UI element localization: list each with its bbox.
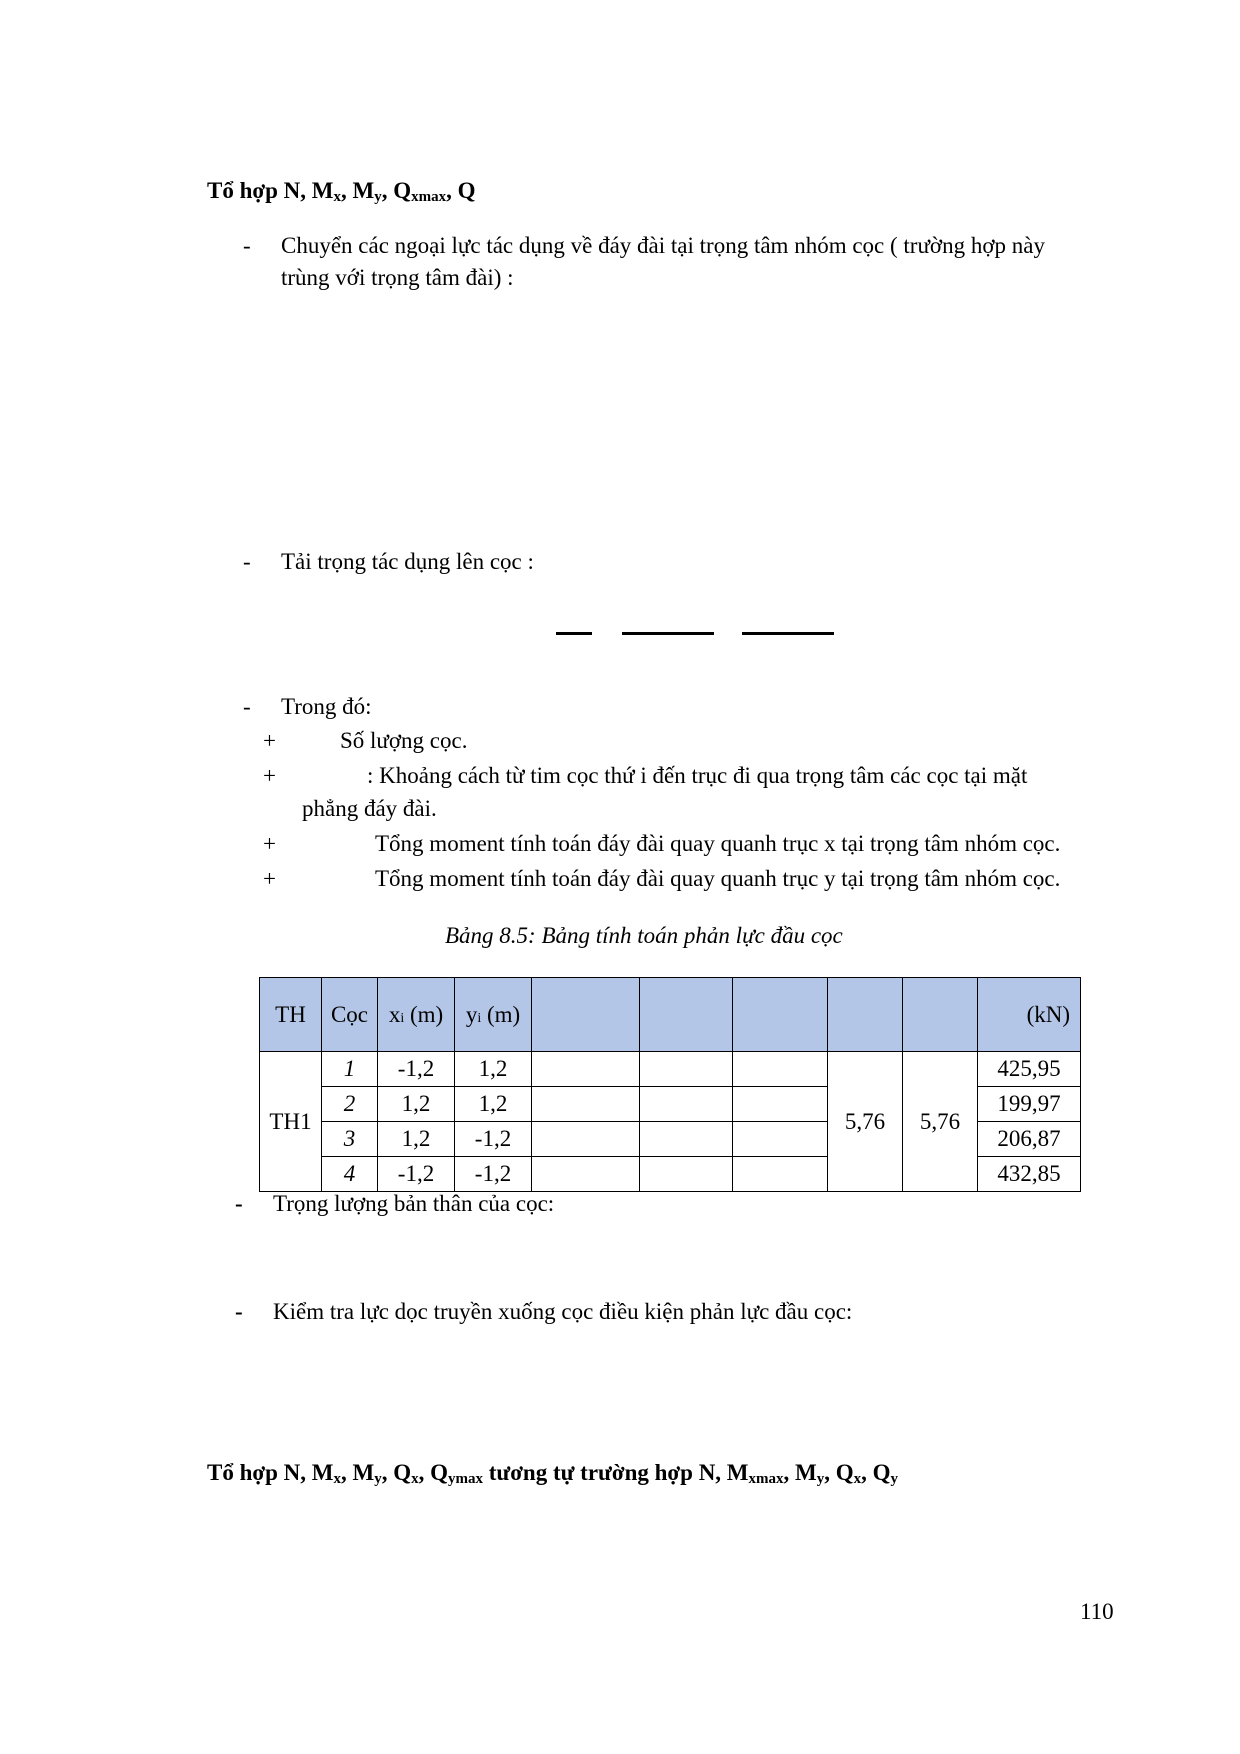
page-number: 110 bbox=[1080, 1599, 1114, 1624]
heading-text: , Q bbox=[861, 1460, 891, 1485]
cell-blank bbox=[532, 1087, 640, 1122]
bullet-marker: - bbox=[243, 694, 251, 719]
table-row bbox=[260, 1052, 1081, 1087]
header-xi-text: x bbox=[388, 1001, 401, 1027]
header-yi bbox=[455, 978, 532, 1052]
cell-x: -1,2 bbox=[378, 1052, 455, 1087]
header-xi bbox=[378, 978, 455, 1052]
heading-subscript: x bbox=[411, 1471, 419, 1487]
table-caption: Bảng 8.5: Bảng tính toán phản lực đầu cọc bbox=[445, 923, 843, 948]
cell-coc: 1 bbox=[322, 1052, 378, 1087]
heading-subscript: x bbox=[333, 189, 341, 205]
heading-subscript: y bbox=[374, 1471, 382, 1487]
cell-x: 1,2 bbox=[378, 1087, 455, 1122]
header-yi-sub: i bbox=[477, 1010, 482, 1026]
cell-blank bbox=[640, 1157, 733, 1192]
heading-subscript: ymax bbox=[447, 1471, 483, 1487]
heading-text: , Q bbox=[381, 178, 412, 203]
header-kn: (kN) bbox=[978, 978, 1081, 1052]
bullet-marker: - bbox=[243, 233, 251, 258]
heading-text: Tổ hợp N, M bbox=[207, 178, 334, 203]
heading-text: , Q bbox=[824, 1460, 854, 1485]
reaction-table bbox=[259, 977, 1081, 1192]
sub-item-text: : Khoảng cách từ tim cọc thứ i đến trục đi qua trọng tâm các cọc tại mặt bbox=[367, 763, 1028, 788]
bullet-text: Tải trọng tác dụng lên cọc : bbox=[281, 549, 534, 574]
cell-y: 1,2 bbox=[455, 1087, 532, 1122]
heading-text: , M bbox=[783, 1460, 817, 1485]
section-heading-2 bbox=[207, 1460, 898, 1488]
heading-subscript: y bbox=[816, 1471, 825, 1487]
heading-subscript: xmax bbox=[411, 189, 447, 205]
header-blank bbox=[733, 978, 828, 1052]
heading-subscript: xmax bbox=[748, 1471, 784, 1487]
header-xi-sub: i bbox=[400, 1010, 405, 1026]
table-header-row bbox=[260, 978, 1081, 1052]
heading-text: , Q bbox=[418, 1460, 448, 1485]
cell-blank bbox=[532, 1122, 640, 1157]
header-blank bbox=[640, 978, 733, 1052]
heading-text: , M bbox=[340, 178, 375, 203]
cell-sum-x: 5,76 bbox=[828, 1052, 903, 1192]
heading-text: tương tự trường hợp N, M bbox=[482, 1460, 749, 1485]
cell-y: -1,2 bbox=[455, 1122, 532, 1157]
heading-text: , Q bbox=[381, 1460, 412, 1485]
plus-marker: + bbox=[263, 728, 276, 753]
cell-coc: 2 bbox=[322, 1087, 378, 1122]
header-blank bbox=[828, 978, 903, 1052]
cell-y: 1,2 bbox=[455, 1052, 532, 1087]
header-blank bbox=[532, 978, 640, 1052]
cell-coc: 4 bbox=[322, 1157, 378, 1192]
cell-reaction: 199,97 bbox=[978, 1087, 1081, 1122]
heading-text: , Q bbox=[446, 178, 476, 203]
heading-subscript: x bbox=[333, 1471, 341, 1487]
bullet-text: Kiểm tra lực dọc truyền xuống cọc điều kiện phản lực đầu cọc: bbox=[273, 1299, 853, 1324]
formula-fraction-line bbox=[622, 632, 714, 635]
header-yi-unit: (m) bbox=[481, 1001, 521, 1027]
cell-reaction: 425,95 bbox=[978, 1052, 1081, 1087]
cell-reaction: 432,85 bbox=[978, 1157, 1081, 1192]
cell-coc: 3 bbox=[322, 1122, 378, 1157]
cell-sum-y: 5,76 bbox=[903, 1052, 978, 1192]
sub-item-text: Tổng moment tính toán đáy đài quay quanh trục x tại trọng tâm nhóm cọc. bbox=[375, 831, 1061, 856]
cell-x: -1,2 bbox=[378, 1157, 455, 1192]
cell-reaction: 206,87 bbox=[978, 1122, 1081, 1157]
plus-marker: + bbox=[263, 763, 276, 788]
bullet-marker: - bbox=[235, 1191, 243, 1216]
formula-fraction-line bbox=[556, 632, 592, 635]
cell-x: 1,2 bbox=[378, 1122, 455, 1157]
bullet-text: Trong đó: bbox=[281, 694, 372, 719]
plus-marker: + bbox=[263, 866, 276, 891]
header-yi-text: y bbox=[465, 1001, 478, 1027]
sub-item-text: phẳng đáy đài. bbox=[302, 796, 437, 821]
cell-blank bbox=[532, 1052, 640, 1087]
cell-blank bbox=[733, 1122, 828, 1157]
cell-blank bbox=[532, 1157, 640, 1192]
header-th: TH bbox=[260, 978, 322, 1052]
bullet-marker: - bbox=[243, 549, 251, 574]
group-cell: TH1 bbox=[260, 1052, 322, 1192]
cell-blank bbox=[640, 1087, 733, 1122]
cell-blank bbox=[733, 1052, 828, 1087]
cell-blank bbox=[640, 1122, 733, 1157]
header-blank bbox=[903, 978, 978, 1052]
plus-marker: + bbox=[263, 831, 276, 856]
bullet-marker: - bbox=[235, 1299, 243, 1324]
heading-subscript: y bbox=[890, 1471, 899, 1487]
heading-text: Tổ hợp N, M bbox=[207, 1460, 334, 1485]
section-heading-1 bbox=[207, 178, 475, 206]
heading-subscript: x bbox=[853, 1471, 862, 1487]
bullet-text-line: Chuyển các ngoại lực tác dụng về đáy đài tại trọng tâm nhóm cọc ( trường hợp này bbox=[281, 233, 1045, 258]
heading-text: , M bbox=[340, 1460, 375, 1485]
cell-blank bbox=[640, 1052, 733, 1087]
cell-y: -1,2 bbox=[455, 1157, 532, 1192]
cell-blank bbox=[733, 1087, 828, 1122]
formula-fraction-line bbox=[742, 632, 834, 635]
sub-item-text: Số lượng cọc. bbox=[340, 728, 468, 753]
header-coc: Cọc bbox=[322, 978, 378, 1052]
bullet-text-line: trùng với trọng tâm đài) : bbox=[281, 265, 514, 290]
sub-item-text: Tổng moment tính toán đáy đài quay quanh trục y tại trọng tâm nhóm cọc. bbox=[375, 866, 1061, 891]
header-xi-unit: (m) bbox=[404, 1001, 444, 1027]
cell-blank bbox=[733, 1157, 828, 1192]
bullet-text: Trọng lượng bản thân của cọc: bbox=[273, 1191, 555, 1216]
heading-subscript: y bbox=[374, 189, 382, 205]
